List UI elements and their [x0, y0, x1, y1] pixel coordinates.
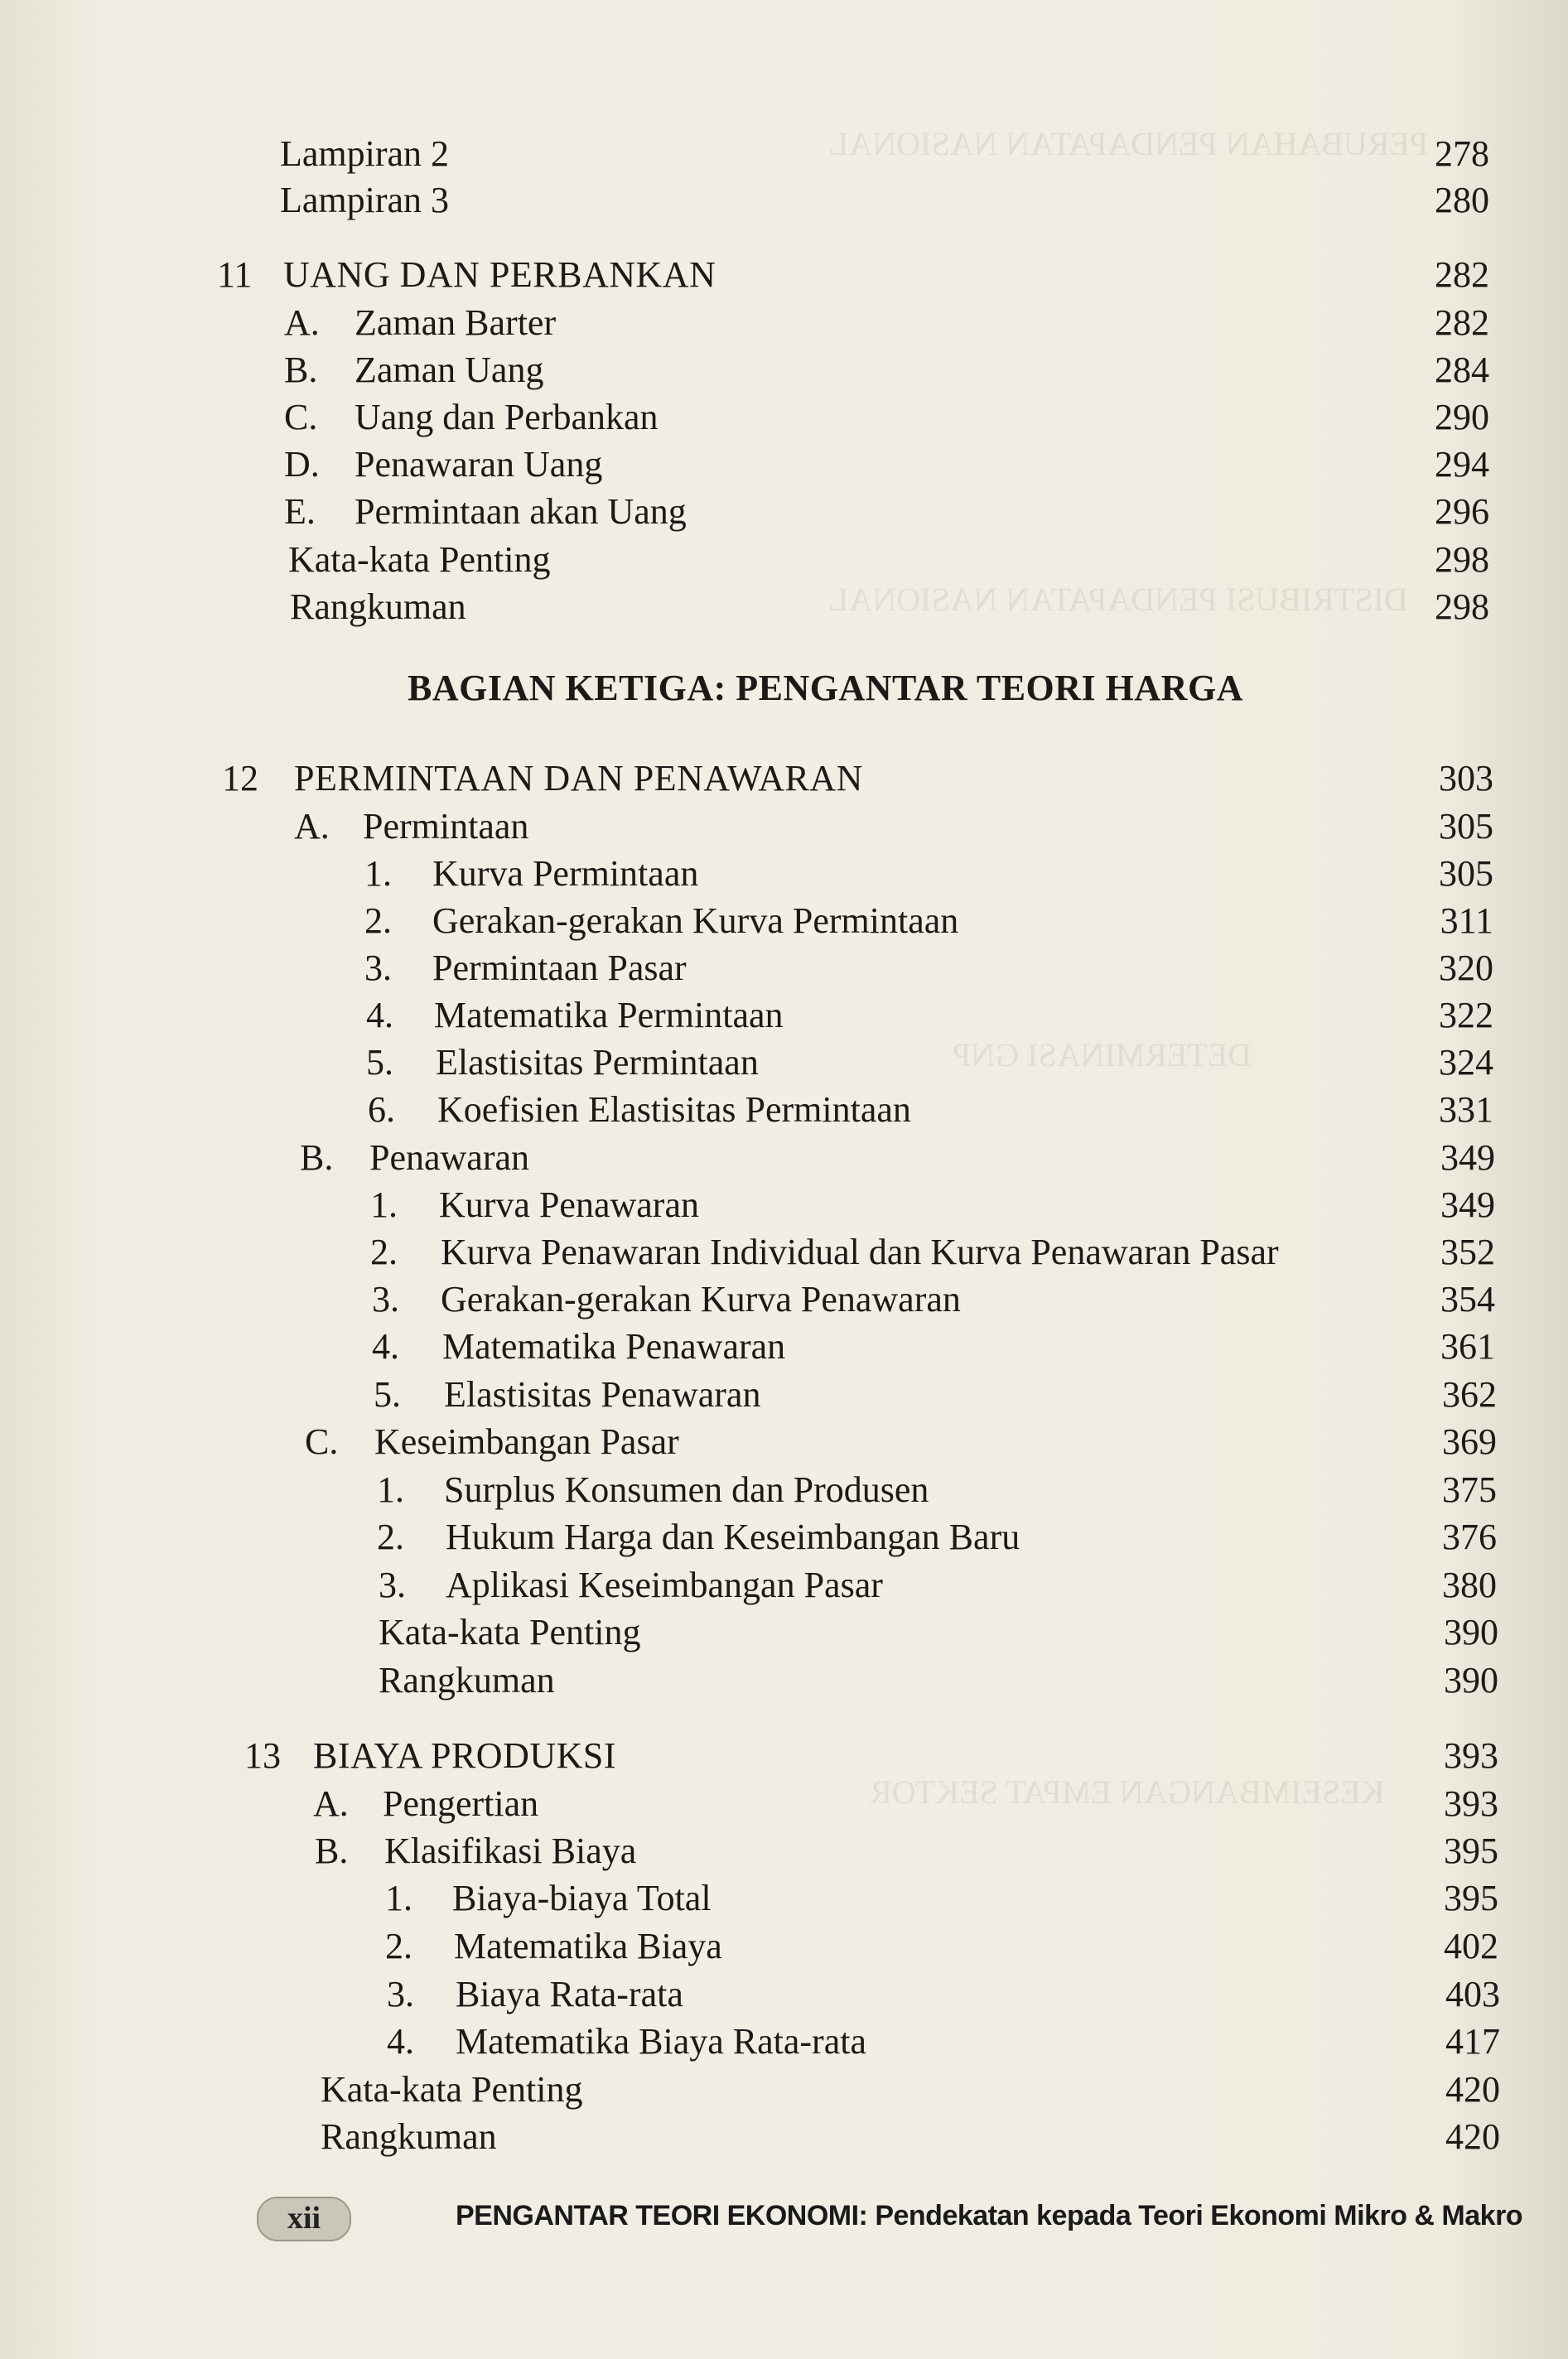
page-number-badge: xii: [257, 2197, 351, 2241]
entry-letter: C.: [284, 397, 318, 437]
entry-page: 361: [1440, 1326, 1495, 1367]
footer-book-subtitle: Pendekatan kepada Teori Ekonomi Mikro & Makro: [875, 2200, 1523, 2231]
toc-subentry[interactable]: [0, 1040, 1568, 1086]
toc-chapter-entry[interactable]: [0, 1733, 1568, 1779]
subentry-title: Gerakan-gerakan Kurva Permintaan: [432, 900, 959, 941]
subentry-title: Elastisitas Permintaan: [436, 1042, 759, 1083]
entry-page: 395: [1444, 1831, 1498, 1871]
entry-title: Zaman Barter: [355, 302, 557, 343]
toc-entry[interactable]: [0, 1657, 1568, 1704]
entry-page: 402: [1444, 1926, 1498, 1966]
subentry-title: Matematika Permintaan: [434, 995, 784, 1035]
toc-subentry[interactable]: [0, 1514, 1568, 1561]
toc-entry[interactable]: [0, 1419, 1568, 1465]
subentry-number: 4.: [372, 1326, 399, 1367]
toc-chapter-entry[interactable]: [0, 252, 1568, 298]
entry-title: Kata-kata Penting: [379, 1612, 641, 1652]
entry-page: 393: [1444, 1783, 1498, 1824]
entry-page: 376: [1442, 1517, 1497, 1557]
toc-subentry[interactable]: [0, 1372, 1568, 1418]
chapter-number: 13: [244, 1735, 281, 1776]
subentry-number: 5.: [374, 1374, 401, 1415]
toc-subentry[interactable]: [0, 1229, 1568, 1276]
subentry-number: 1.: [364, 853, 392, 894]
subentry-number: 1.: [370, 1184, 398, 1225]
subentry-number: 3.: [379, 1565, 406, 1605]
subentry-number: 2.: [385, 1926, 413, 1966]
entry-page: 305: [1439, 853, 1493, 894]
toc-entry[interactable]: [0, 803, 1568, 850]
entry-title: Kata-kata Penting: [288, 539, 551, 580]
chapter-title: BIAYA PRODUKSI: [313, 1735, 617, 1776]
toc-entry[interactable]: [0, 489, 1568, 535]
toc-subentry[interactable]: [0, 1087, 1568, 1133]
entry-page: 290: [1435, 397, 1489, 437]
toc-entry[interactable]: [0, 300, 1568, 346]
entry-title: Rangkuman: [379, 1660, 555, 1701]
show-through-text: DISTRIBUSI PENDAPATAN NASIONAL: [828, 581, 1408, 618]
entry-page: 298: [1435, 539, 1489, 580]
entry-title: Rangkuman: [290, 586, 466, 627]
chapter-title: UANG DAN PERBANKAN: [283, 254, 716, 295]
toc-entry[interactable]: [0, 1135, 1568, 1181]
entry-page: 403: [1445, 1974, 1500, 2014]
entry-page: 375: [1442, 1469, 1497, 1510]
entry-letter: B.: [300, 1137, 334, 1178]
toc-subentry[interactable]: [0, 1562, 1568, 1609]
subentry-title: Surplus Konsumen dan Produsen: [444, 1469, 929, 1510]
toc-entry[interactable]: [0, 1828, 1568, 1874]
entry-page: 349: [1440, 1184, 1495, 1225]
entry-page: 298: [1435, 586, 1489, 627]
entry-page: 362: [1442, 1374, 1497, 1415]
subentry-number: 3.: [364, 948, 392, 988]
toc-entry[interactable]: [0, 2067, 1568, 2113]
subentry-title: Matematika Biaya: [454, 1926, 722, 1966]
entry-letter: A.: [294, 806, 330, 847]
page-footer: [0, 2193, 1568, 2243]
toc-entry[interactable]: [0, 2114, 1568, 2160]
chapter-title: PERMINTAAN DAN PENAWARAN: [294, 758, 863, 798]
toc-subentry[interactable]: [0, 1324, 1568, 1370]
running-footer-title: [456, 2200, 1522, 2232]
entry-page: 303: [1439, 758, 1493, 798]
entry-title: Lampiran 3: [280, 180, 450, 220]
entry-page: 380: [1442, 1565, 1497, 1605]
toc-subentry[interactable]: [0, 1467, 1568, 1513]
entry-letter: B.: [315, 1831, 349, 1871]
subentry-title: Elastisitas Penawaran: [444, 1374, 761, 1415]
subentry-title: Matematika Biaya Rata-rata: [456, 2021, 866, 2062]
entry-title: Pengertian: [383, 1783, 539, 1824]
entry-page: 324: [1439, 1042, 1493, 1083]
entry-page: 294: [1435, 444, 1489, 485]
toc-subentry[interactable]: [0, 898, 1568, 944]
entry-page: 284: [1435, 350, 1489, 390]
part-heading: [0, 667, 1568, 709]
toc-entry[interactable]: [0, 131, 1568, 177]
subentry-title: Permintaan Pasar: [432, 948, 687, 988]
entry-title: Permintaan akan Uang: [355, 491, 687, 532]
toc-subentry[interactable]: [0, 1182, 1568, 1228]
entry-letter: C.: [305, 1421, 339, 1462]
subentry-number: 1.: [385, 1878, 413, 1918]
entry-page: 393: [1444, 1735, 1498, 1776]
subentry-title: Biaya Rata-rata: [456, 1974, 683, 2014]
entry-page: 420: [1445, 2116, 1500, 2157]
entry-page: 417: [1445, 2021, 1500, 2062]
entry-page: 369: [1442, 1421, 1497, 1462]
subentry-number: 3.: [372, 1279, 399, 1319]
subentry-number: 1.: [377, 1469, 404, 1510]
part-heading-text: BAGIAN KETIGA: PENGANTAR TEORI HARGA: [408, 668, 1243, 708]
toc-subentry[interactable]: [0, 945, 1568, 991]
entry-title: Klasifikasi Biaya: [384, 1831, 637, 1871]
toc-entry[interactable]: [0, 394, 1568, 441]
entry-page: 305: [1439, 806, 1493, 847]
toc-subentry[interactable]: [0, 992, 1568, 1039]
entry-title: Uang dan Perbankan: [355, 397, 659, 437]
entry-page: 395: [1444, 1878, 1498, 1918]
subentry-title: Aplikasi Keseimbangan Pasar: [446, 1565, 883, 1605]
subentry-title: Hukum Harga dan Keseimbangan Baru: [446, 1517, 1020, 1557]
entry-page: 280: [1435, 180, 1489, 220]
chapter-number: 12: [222, 758, 258, 798]
toc-entry[interactable]: [0, 441, 1568, 488]
entry-page: 320: [1439, 948, 1493, 988]
subentry-number: 3.: [387, 1974, 414, 2014]
footer-book-title: PENGANTAR TEORI EKONOMI:: [456, 2200, 868, 2231]
entry-title: Penawaran Uang: [355, 444, 603, 485]
entry-page: 322: [1439, 995, 1493, 1035]
toc-subentry[interactable]: [0, 2019, 1568, 2065]
subentry-number: 2.: [377, 1517, 404, 1557]
entry-title: Zaman Uang: [355, 350, 544, 390]
subentry-title: Kurva Penawaran: [439, 1184, 699, 1225]
toc-entry[interactable]: [0, 584, 1568, 630]
toc-subentry[interactable]: [0, 851, 1568, 897]
subentry-number: 2.: [370, 1232, 398, 1272]
entry-title: Lampiran 2: [280, 133, 450, 174]
entry-title: Permintaan: [363, 806, 529, 847]
entry-page: 331: [1439, 1089, 1493, 1130]
subentry-number: 6.: [368, 1089, 395, 1130]
subentry-number: 4.: [387, 2021, 414, 2062]
entry-page: 420: [1445, 2069, 1500, 2110]
entry-page: 282: [1435, 254, 1489, 295]
subentry-number: 2.: [364, 900, 392, 941]
entry-page: 390: [1444, 1612, 1498, 1652]
toc-chapter-entry[interactable]: [0, 755, 1568, 802]
entry-letter: A.: [313, 1783, 349, 1824]
entry-page: 349: [1440, 1137, 1495, 1178]
toc-subentry[interactable]: [0, 1923, 1568, 1970]
subentry-number: 4.: [366, 995, 393, 1035]
subentry-title: Matematika Penawaran: [442, 1326, 786, 1367]
show-through-text: DETERMINASI GNP: [953, 1036, 1252, 1073]
subentry-title: Kurva Permintaan: [432, 853, 699, 894]
entry-letter: E.: [284, 491, 316, 532]
subentry-title: Gerakan-gerakan Kurva Penawaran: [441, 1279, 961, 1319]
subentry-number: 5.: [366, 1042, 393, 1083]
entry-title: Keseimbangan Pasar: [374, 1421, 679, 1462]
entry-letter: B.: [284, 350, 318, 390]
entry-page: 278: [1435, 133, 1489, 174]
entry-page: 296: [1435, 491, 1489, 532]
entry-title: Rangkuman: [321, 2116, 497, 2157]
toc-entry[interactable]: [0, 1781, 1568, 1827]
toc-entry[interactable]: [0, 177, 1568, 224]
subentry-title: Biaya-biaya Total: [452, 1878, 712, 1918]
subentry-title: Kurva Penawaran Individual dan Kurva Penawaran Pasar: [441, 1232, 1279, 1272]
toc-subentry[interactable]: [0, 1875, 1568, 1922]
entry-title: Penawaran: [369, 1137, 530, 1178]
entry-page: 390: [1444, 1660, 1498, 1701]
entry-letter: D.: [284, 444, 320, 485]
show-through-text: PERUBAHAN PENDAPATAN NASIONAL: [828, 125, 1429, 162]
toc-entry[interactable]: [0, 1609, 1568, 1656]
entry-title: Kata-kata Penting: [321, 2069, 583, 2110]
entry-page: 311: [1440, 900, 1493, 941]
toc-subentry[interactable]: [0, 1276, 1568, 1323]
toc-entry[interactable]: [0, 537, 1568, 583]
toc-entry[interactable]: [0, 347, 1568, 393]
toc-subentry[interactable]: [0, 1971, 1568, 2018]
show-through-text: KESEIMBANGAN EMPAT SEKTOR: [870, 1773, 1385, 1811]
entry-page: 354: [1440, 1279, 1495, 1319]
entry-page: 352: [1440, 1232, 1495, 1272]
subentry-title: Koefisien Elastisitas Permintaan: [437, 1089, 911, 1130]
entry-letter: A.: [284, 302, 320, 343]
chapter-number: 11: [217, 254, 253, 295]
entry-page: 282: [1435, 302, 1489, 343]
